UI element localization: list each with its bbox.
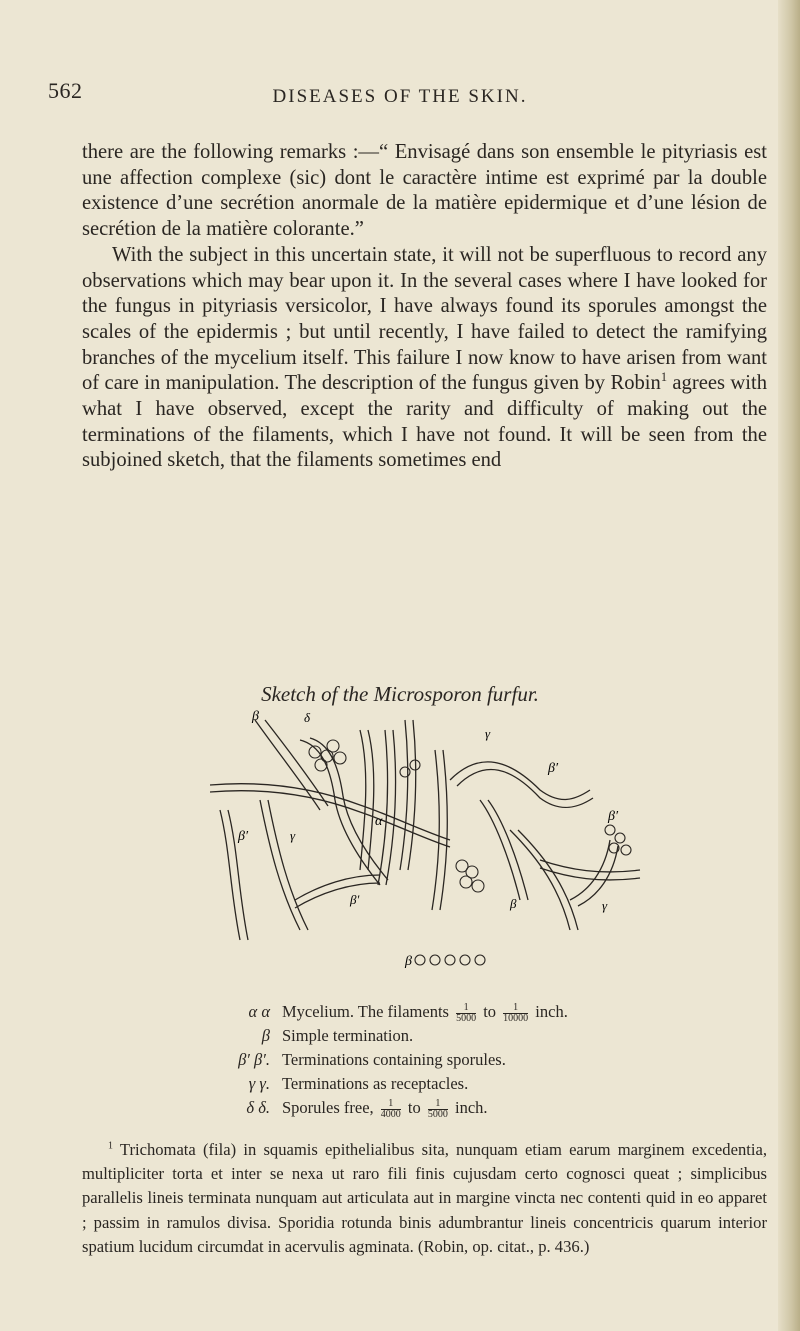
fraction bbox=[381, 1099, 401, 1120]
legend-text-before: Sporules free, bbox=[282, 1098, 378, 1117]
legend-symbol: β′ β′. bbox=[238, 1050, 270, 1069]
microsporon-sketch bbox=[210, 710, 650, 990]
legend-text: Terminations containing sporules. bbox=[282, 1050, 506, 1069]
label-delta: δ bbox=[304, 710, 311, 725]
fraction-numerator: 1 bbox=[503, 1003, 528, 1014]
fraction-denominator: 4000 bbox=[380, 1108, 401, 1120]
page-header bbox=[0, 78, 800, 118]
footnote-text: Trichomata (fila) in squamis epithelialibus sita, nunquam etiam earum marginem excedentia, multipliciter torta et inter se nexa ut raro fili finis cujusdam certo cognosci queat ; simplicibus parallelis lineis terminata nunquam aut articulata aut in margine vincta nec contenti quid in eo apparet ; passim in ramulos divisa. Sporidia rotunda binis adumbrantur lineis concentricis quarum interior spatium lucidum circumdat in acervulis agminata. (Robin, op. citat., p. 436.) bbox=[82, 1140, 767, 1256]
figure-legend bbox=[200, 1000, 700, 1120]
legend-text-after: inch. bbox=[531, 1002, 568, 1021]
label-beta: β bbox=[252, 710, 259, 724]
label-beta-prime-left: β′ bbox=[238, 829, 249, 844]
fraction-denominator: 5000 bbox=[427, 1108, 448, 1120]
legend-row-sporules bbox=[200, 1096, 700, 1120]
legend-row-mycelium bbox=[200, 1000, 700, 1024]
legend-symbol: γ γ. bbox=[248, 1074, 270, 1093]
label-gamma-right: γ bbox=[602, 898, 608, 913]
legend-row-simple-termination bbox=[200, 1024, 700, 1048]
paragraph-2-part-a: With the subject in this uncertain state, it will not be superfluous to record any observations which may bear upon it. In the several cases where I have looked for the fungus in pityriasis versicolor, I have always found its sporules amongst the scales of the epidermis ; but until recently, I have failed to detect the ramifying branches of the mycelium itself. This failure I now know to have arisen from want of care in manipulation. The description of the fungus given by Robin bbox=[82, 243, 767, 395]
label-beta-prime-center: β′ bbox=[350, 892, 360, 907]
legend-symbol: α α bbox=[248, 1002, 270, 1021]
fraction bbox=[503, 1003, 528, 1024]
legend-text-middle: to bbox=[479, 1002, 501, 1021]
legend-row-receptacles bbox=[200, 1072, 700, 1096]
label-gamma-top: γ bbox=[485, 726, 491, 741]
label-beta-prime-top: β′ bbox=[548, 761, 559, 776]
paragraph-1: there are the following remarks :—“ Envisagé dans son ensemble le pityriasis est une affection complexe (sic) dont le caractère intime est exprimé par la double existence d’une secrétion anormale de la matière epidermique et d’une lésion de secrétion de la matière colorante.” bbox=[82, 141, 767, 241]
legend-text: Simple termination. bbox=[282, 1026, 414, 1045]
legend-text: Terminations as receptacles. bbox=[282, 1074, 469, 1093]
label-beta-bottom: β bbox=[405, 954, 412, 969]
body-text bbox=[82, 140, 767, 474]
legend-symbol: β bbox=[261, 1026, 270, 1045]
running-head: DISEASES OF THE SKIN. bbox=[272, 86, 528, 107]
fraction-numerator: 1 bbox=[428, 1099, 448, 1110]
fraction-numerator: 1 bbox=[456, 1003, 476, 1014]
footnote-reference[interactable]: 1 bbox=[660, 370, 668, 385]
legend-text-before: Mycelium. The filaments bbox=[282, 1002, 454, 1021]
legend-text-middle: to bbox=[403, 1098, 425, 1117]
legend-row-sporule-terminations bbox=[200, 1048, 700, 1072]
fraction-denominator: 5000 bbox=[456, 1012, 477, 1024]
fraction-denominator: 10000 bbox=[503, 1012, 529, 1024]
legend-text bbox=[282, 1000, 568, 1024]
label-gamma-left: γ bbox=[290, 828, 296, 843]
label-beta-right: β bbox=[510, 896, 517, 911]
fraction-numerator: 1 bbox=[381, 1099, 401, 1110]
page-edge-shadow bbox=[778, 0, 800, 1331]
sketch-title: Sketch of the Microsporon furfur. bbox=[261, 682, 539, 706]
paragraph-2-part-b: agrees with what I have observed, except the rarity and difficulty of making out the terminations of the filaments, which I have not found. It will be seen from the subjoined sketch, that the filaments sometimes end bbox=[82, 372, 768, 472]
page-number: 562 bbox=[48, 78, 83, 103]
legend-text bbox=[282, 1096, 488, 1120]
footnote bbox=[82, 1138, 767, 1259]
footnote-marker: 1 bbox=[108, 1140, 113, 1152]
legend-symbol: δ δ. bbox=[246, 1098, 270, 1117]
fraction bbox=[428, 1099, 448, 1120]
footnote-paragraph bbox=[82, 1138, 767, 1259]
legend-text-after: inch. bbox=[450, 1098, 488, 1117]
paragraph-2 bbox=[82, 243, 767, 474]
label-alpha: α bbox=[375, 814, 383, 829]
label-beta-prime-right: β′ bbox=[608, 809, 619, 824]
fraction bbox=[456, 1003, 476, 1024]
